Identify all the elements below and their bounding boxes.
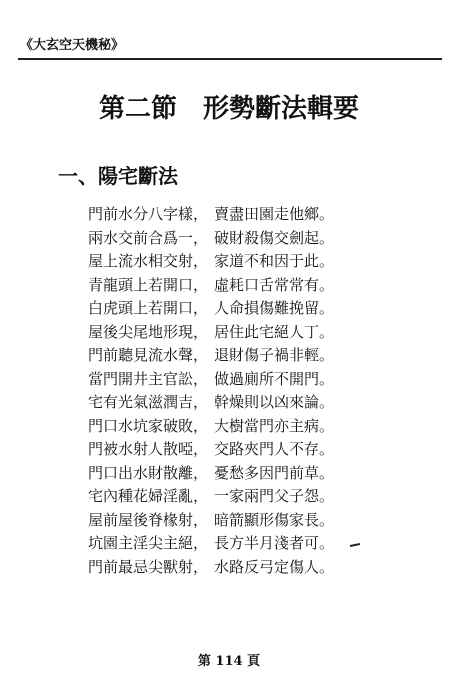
verse-first-half: 門前水分八字樣， bbox=[88, 205, 209, 223]
verse-first-half: 門前最忌尖獸射， bbox=[88, 557, 209, 576]
verse-second-half: 虛耗口舌常常有。 bbox=[214, 275, 335, 294]
verse-first-half: 門前聽見流水聲， bbox=[88, 346, 209, 364]
verse-second-half: 水路反弓定傷人。 bbox=[214, 557, 335, 576]
verse-first-half: 屋上流水相交射， bbox=[88, 252, 209, 270]
verse-second-half: 長方半月淺者可。 bbox=[214, 534, 335, 552]
verse-first-half: 坑園主淫尖主絕， bbox=[88, 534, 209, 552]
verse-first-half: 青龍頭上若開口， bbox=[88, 275, 209, 294]
verse-line bbox=[88, 438, 334, 462]
verse-line bbox=[88, 509, 334, 533]
verse-second-half: 大樹當門亦主病。 bbox=[214, 416, 335, 435]
section-title: 一、陽宅斷法 bbox=[58, 164, 178, 188]
verse-line bbox=[88, 368, 334, 392]
verse-line bbox=[88, 227, 334, 251]
verse-first-half: 屋前屋後脊椽射， bbox=[88, 510, 209, 529]
verse-second-half: 憂愁多因門前草。 bbox=[214, 463, 335, 482]
verse-line bbox=[88, 532, 334, 556]
verse-first-half: 門口水坑家破敗， bbox=[88, 416, 209, 435]
page-number: 第 114 頁 bbox=[197, 654, 261, 669]
verse-first-half: 門口出水財散離， bbox=[88, 463, 209, 482]
verse-first-half: 屋後尖尾地形現， bbox=[88, 322, 209, 341]
book-title-header: 《大玄空天機秘》 bbox=[20, 38, 125, 53]
verse-second-half: 做過廁所不開門。 bbox=[214, 369, 335, 388]
verse-first-half: 宅有光氣滋潤吉， bbox=[88, 393, 209, 411]
verse-second-half: 暗箭顯形傷家長。 bbox=[214, 510, 335, 529]
verse-second-half: 居住此宅絕人丁。 bbox=[214, 322, 335, 341]
verse-line bbox=[88, 415, 334, 439]
verse-line bbox=[88, 391, 334, 415]
stray-ink-mark bbox=[350, 543, 360, 547]
verse-first-half: 宅內種花婦淫亂， bbox=[88, 487, 209, 505]
verse-line bbox=[88, 274, 334, 298]
verse-second-half: 幹燥則以凶來論。 bbox=[214, 393, 335, 411]
verse-second-half: 破財殺傷交劍起。 bbox=[214, 228, 335, 247]
verse-first-half: 當門開井主官訟， bbox=[88, 369, 209, 388]
verse-second-half: 交路夾門人不存。 bbox=[214, 440, 335, 458]
verse-line bbox=[88, 344, 334, 368]
verse-first-half: 門被水射人散啞， bbox=[88, 440, 209, 458]
verse-second-half: 賣盡田園走他鄉。 bbox=[214, 205, 335, 223]
header-divider bbox=[18, 58, 442, 60]
verse-line bbox=[88, 321, 334, 345]
verse-line bbox=[88, 297, 334, 321]
verse-line bbox=[88, 250, 334, 274]
chapter-title: 第二節 形勢斷法輯要 bbox=[98, 94, 359, 124]
verse-line bbox=[88, 462, 334, 486]
verse-first-half: 白虎頭上若開口， bbox=[88, 299, 209, 317]
verse-line bbox=[88, 203, 334, 227]
verse-second-half: 一家兩門父子怨。 bbox=[214, 487, 335, 505]
verse-second-half: 退財傷子禍非輕。 bbox=[214, 346, 335, 364]
verse-list bbox=[88, 203, 334, 579]
verse-first-half: 兩水交前合爲一， bbox=[88, 228, 209, 247]
verse-second-half: 人命損傷難挽留。 bbox=[214, 299, 335, 317]
verse-second-half: 家道不和因于此。 bbox=[214, 252, 335, 270]
verse-line bbox=[88, 485, 334, 509]
verse-line bbox=[88, 556, 334, 580]
